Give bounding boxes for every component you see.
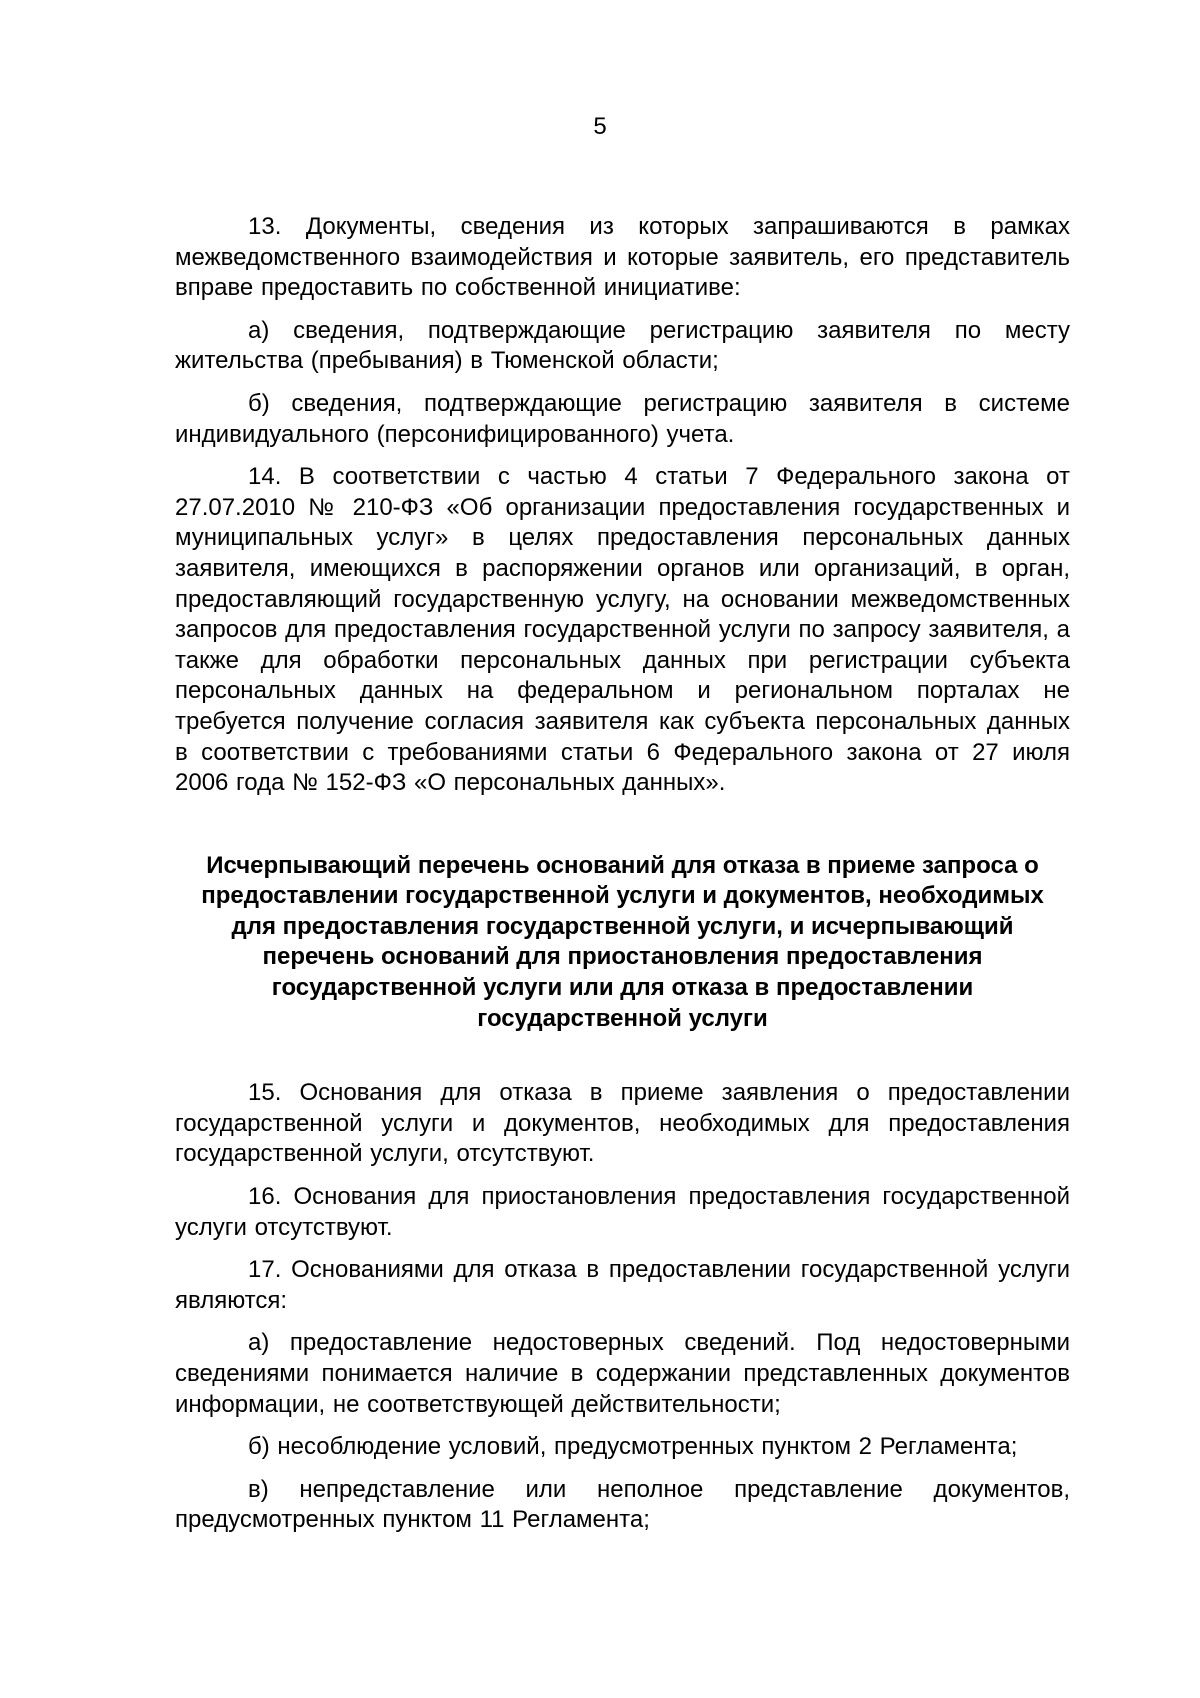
paragraph-13a: а) сведения, подтверждающие регистрацию заявителя по месту жительства (пребывания) в Тюменской области; xyxy=(175,316,1070,375)
section-spacer xyxy=(175,1034,1070,1078)
page-number: 5 xyxy=(593,113,607,140)
paragraph-13b: б) сведения, подтверждающие регистрацию заявителя в системе индивидуального (персонифицированного) учета. xyxy=(175,389,1070,448)
paragraph-16: 16. Основания для приостановления предоставления государственной услуги отсутствуют. xyxy=(175,1183,1070,1241)
paragraph-17c: в) непредставление или неполное представление документов, предусмотренных пунктом 11 Регламента; xyxy=(175,1475,1070,1534)
paragraph-17a: а) предоставление недостоверных сведений. Под недостоверными сведениями понимается наличие в содержании представленных документов информации, не соответствующей действительности; xyxy=(175,1329,1070,1418)
paragraph-17: 17. Основаниями для отказа в предоставлении государственной услуги являются: xyxy=(175,1256,1070,1314)
paragraph-15: 15. Основания для отказа в приеме заявления о предоставлении государственной услуги и документов, необходимых для предоставления государственной услуги, отсутствуют. xyxy=(175,1079,1070,1168)
paragraph-17b: б) несоблюдение условий, предусмотренных пунктом 2 Регламента; xyxy=(248,1433,1018,1461)
paragraph-14: 14. В соответствии с частью 4 статьи 7 Федерального закона от 27.07.2010 № 210-ФЗ «Об организации предоставления государственных и муниципальных услуг» в целях предоставления персональных данных заявителя, имеющихся в распоряжении органов или организаций, в орган, предоставляющий государственную услугу, на основании межведомственных запросов для предоставления государственной услуги по запросу заявителя, а также для обработки персональных данных при регистрации субъекта персональных данных на федеральном и региональном порталах не требуется получение согласия заявителя как субъекта персональных данных в соответствии с требованиями статьи 6 Федерального закона от 27 июля 2006 года № 152-ФЗ «О персональных данных». xyxy=(175,463,1070,797)
section-heading: Исчерпывающий перечень оснований для отказа в приеме запроса о предоставлении государственной услуги и документов, необходимых для предоставления государственной услуги, и исчерпывающий перечень оснований для приостановления предоставления государственной услуги или для отказа в предоставлении государственной услуги xyxy=(201,851,1044,1032)
document-body xyxy=(175,212,1070,1548)
section-spacer xyxy=(175,811,1070,851)
paragraph-13: 13. Документы, сведения из которых запрашиваются в рамках межведомственного взаимодействия и которые заявитель, его представитель вправе предоставить по собственной инициативе: xyxy=(175,213,1070,302)
